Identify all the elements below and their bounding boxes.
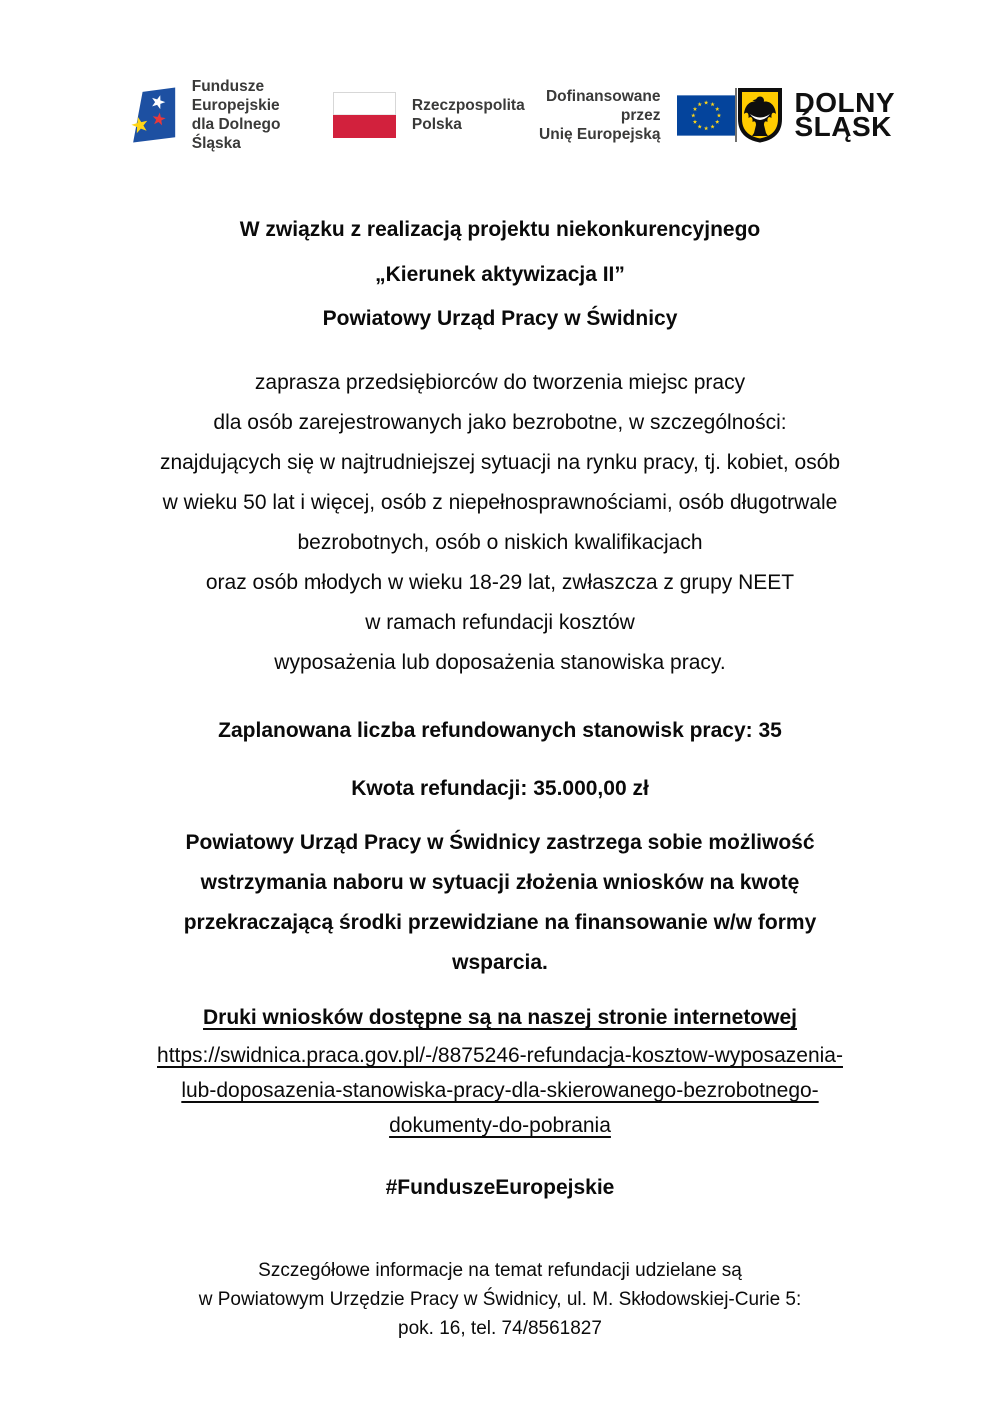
reservation-paragraph (0, 823, 1000, 983)
eu-funding-label-line1: Dofinansowane przez (545, 87, 661, 124)
body-line: zaprasza przedsiębiorców do tworzenia miejsc pracy (254, 371, 746, 394)
body-line: bezrobotnych, osób o niskich kwalifikacjach (297, 531, 703, 554)
reservation-line: wstrzymania naboru w sytuacji złożenia wniosków na kwotę (200, 871, 800, 894)
eu-flag-icon (677, 92, 735, 139)
region-label (794, 87, 896, 142)
region-label-line1: DOLNY (794, 87, 895, 118)
hashtag: #FunduszeEuropejskie (385, 1176, 615, 1199)
footer-line: w Powiatowym Urzędzie Pracy w Świdnicy, ul. M. Skłodowskiej-Curie 5: (198, 1289, 802, 1310)
body-line: wyposażenia lub doposażenia stanowiska pracy. (274, 651, 726, 674)
region-label-line2: ŚLĄSK (794, 111, 892, 142)
intro-line-2: „Kierunek aktywizacja II” (375, 263, 625, 286)
poland-label (412, 96, 525, 134)
logo-strip (128, 80, 895, 150)
eu-program-label-line2: dla Dolnego Śląska (191, 116, 281, 152)
eu-program-label-line1: Fundusze Europejskie (191, 78, 280, 114)
region-crest-icon (737, 87, 783, 143)
link-line[interactable]: dokumenty-do-pobrania (389, 1114, 611, 1137)
footer-line: pok. 16, tel. 74/8561827 (398, 1318, 602, 1339)
eu-funding-logo (525, 87, 735, 144)
region-logo (737, 87, 896, 143)
eu-program-label (192, 77, 333, 153)
poland-label-line2: Polska (411, 116, 462, 133)
link-line[interactable]: lub-doposazenia-stanowiska-pracy-dla-skierowanego-bezrobotnego- (181, 1079, 819, 1102)
eu-funding-label (525, 87, 661, 144)
body-line: w ramach refundacji kosztów (365, 611, 635, 634)
body-line: znajdujących się w najtrudniejszej sytuacji na rynku pracy, tj. kobiet, osób (159, 451, 841, 474)
forms-heading: Druki wniosków dostępne są na naszej stronie internetowej (203, 1006, 797, 1029)
link-line[interactable]: https://swidnica.praca.gov.pl/-/8875246-refundacja-kosztow-wyposazenia- (157, 1044, 843, 1067)
intro-line-1: W związku z realizacją projektu niekonkurencyjnego (239, 218, 761, 241)
eu-program-flag-icon (128, 81, 178, 149)
intro-title (0, 207, 1000, 297)
eu-program-logo (128, 77, 333, 153)
document-content (0, 150, 1000, 1343)
application-forms-link[interactable] (0, 1038, 1000, 1143)
refund-amount: Kwota refundacji: 35.000,00 zł (351, 777, 649, 800)
poland-logo (333, 92, 525, 138)
eu-funding-label-line2: Unię Europejską (539, 125, 661, 143)
footer-line: Szczegółowe informacje na temat refundacji udzielane są (258, 1260, 742, 1281)
contact-footer (0, 1256, 1000, 1343)
poland-flag-icon (333, 92, 396, 138)
body-line: w wieku 50 lat i więcej, osób z niepełnosprawnościami, osób długotrwale (162, 491, 838, 514)
office-name: Powiatowy Urząd Pracy w Świdnicy (322, 307, 678, 330)
reservation-line: przekraczającą środki przewidziane na finansowanie w/w formy (183, 911, 817, 934)
body-line: oraz osób młodych w wieku 18-29 lat, zwłaszcza z grupy NEET (205, 571, 795, 594)
invitation-paragraph (0, 363, 1000, 683)
reservation-line: Powiatowy Urząd Pracy w Świdnicy zastrzega sobie możliwość (185, 831, 815, 854)
body-line: dla osób zarejestrowanych jako bezrobotne, w szczególności: (213, 411, 787, 434)
planned-positions: Zaplanowana liczba refundowanych stanowisk pracy: 35 (218, 719, 782, 742)
poland-label-line1: Rzeczpospolita (411, 97, 525, 114)
reservation-line: wsparcia. (452, 951, 548, 974)
